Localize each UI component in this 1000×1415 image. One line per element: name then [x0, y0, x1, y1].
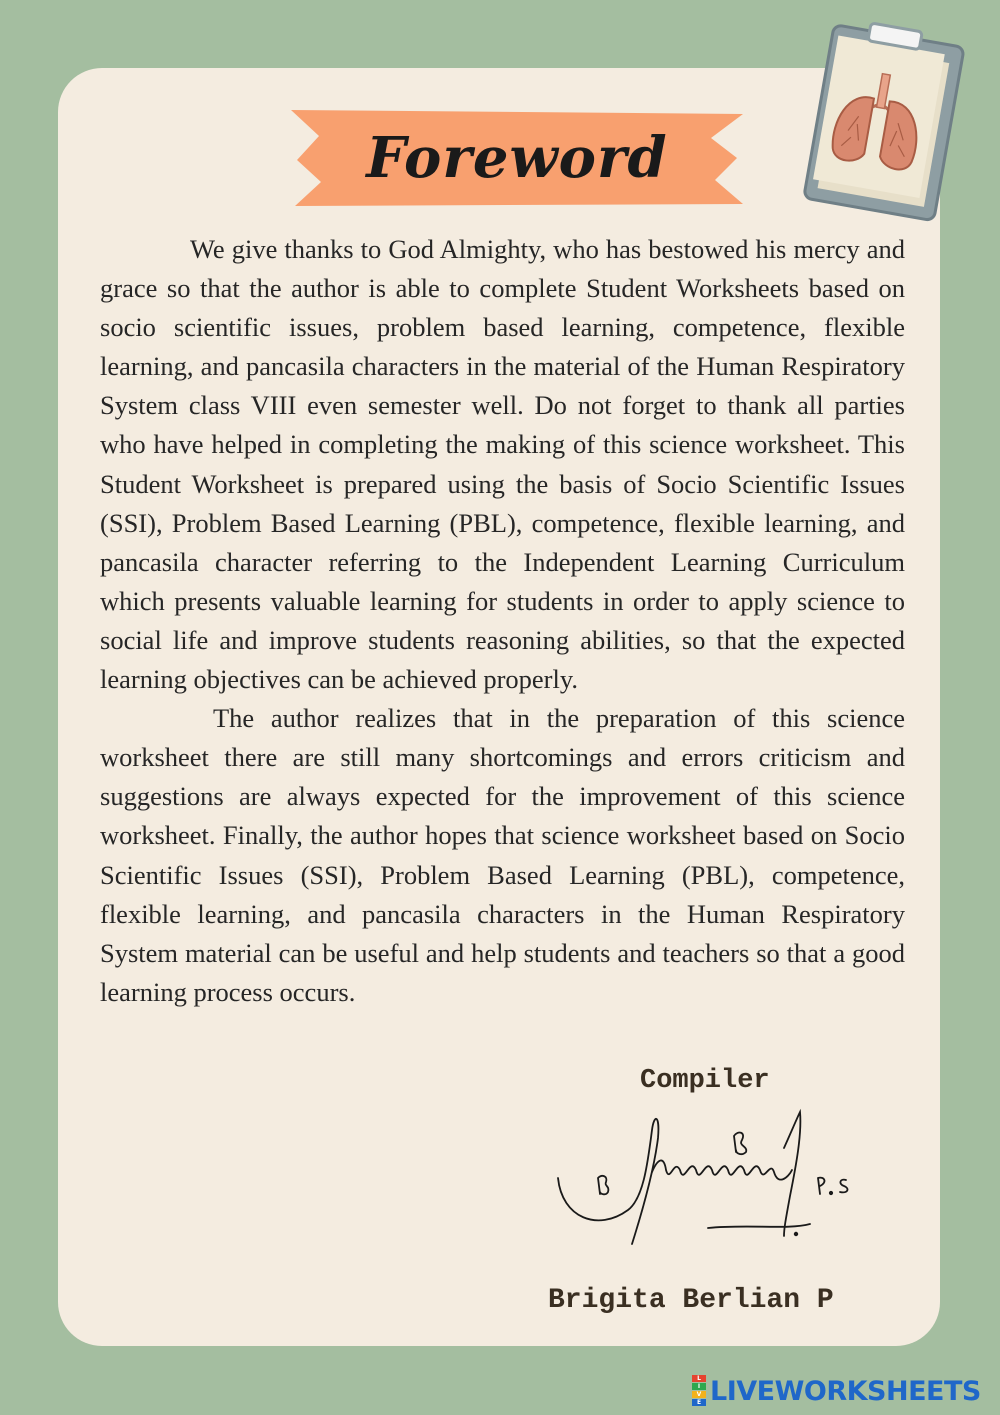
foreword-body: [100, 230, 905, 1012]
compiler-label: Compiler: [640, 1066, 770, 1096]
paragraph-1: We give thanks to God Almighty, who has bestowed his mercy and grace so that the author is able to complete Student Worksheets based on socio scientific issues, problem based learning, competence, flexible learning, and pancasila characters in the material of the Human Respiratory System class VIII even semester well. Do not forget to thank all parties who have helped in completing the making of this science worksheet. This Student Worksheet is prepared using the basis of Socio Scientific Issues (SSI), Problem Based Learning (PBL), competence, flexible learning, and pancasila character referring to the Independent Learning Curriculum which presents valuable learning for students in order to apply science to social life and improve students reasoning abilities, so that the expected learning objectives can be achieved properly.: [100, 234, 905, 695]
page-title: Foreword: [366, 125, 668, 191]
author-name: Brigita Berlian P: [548, 1285, 834, 1316]
clipboard-lungs-icon: [790, 22, 970, 222]
handwritten-signature: [548, 1100, 868, 1250]
liveworksheets-logo-icon: L I V E: [692, 1375, 706, 1407]
watermark-text: LIVEWORKSHEETS: [710, 1375, 981, 1407]
liveworksheets-watermark: [692, 1376, 981, 1406]
paragraph-2: The author realizes that in the preparation of this science worksheet there are still many shortcomings and errors criticism and suggestions are always expected for the improvement of this science worksheet. Finally, the author hopes that science worksheet based on Socio Scientific Issues (SSI), Problem Based Learning (PBL), competence, flexible learning, and pancasila characters in the Human Respiratory System material can be useful and help students and teachers so that a good learning process occurs.: [100, 703, 905, 1007]
